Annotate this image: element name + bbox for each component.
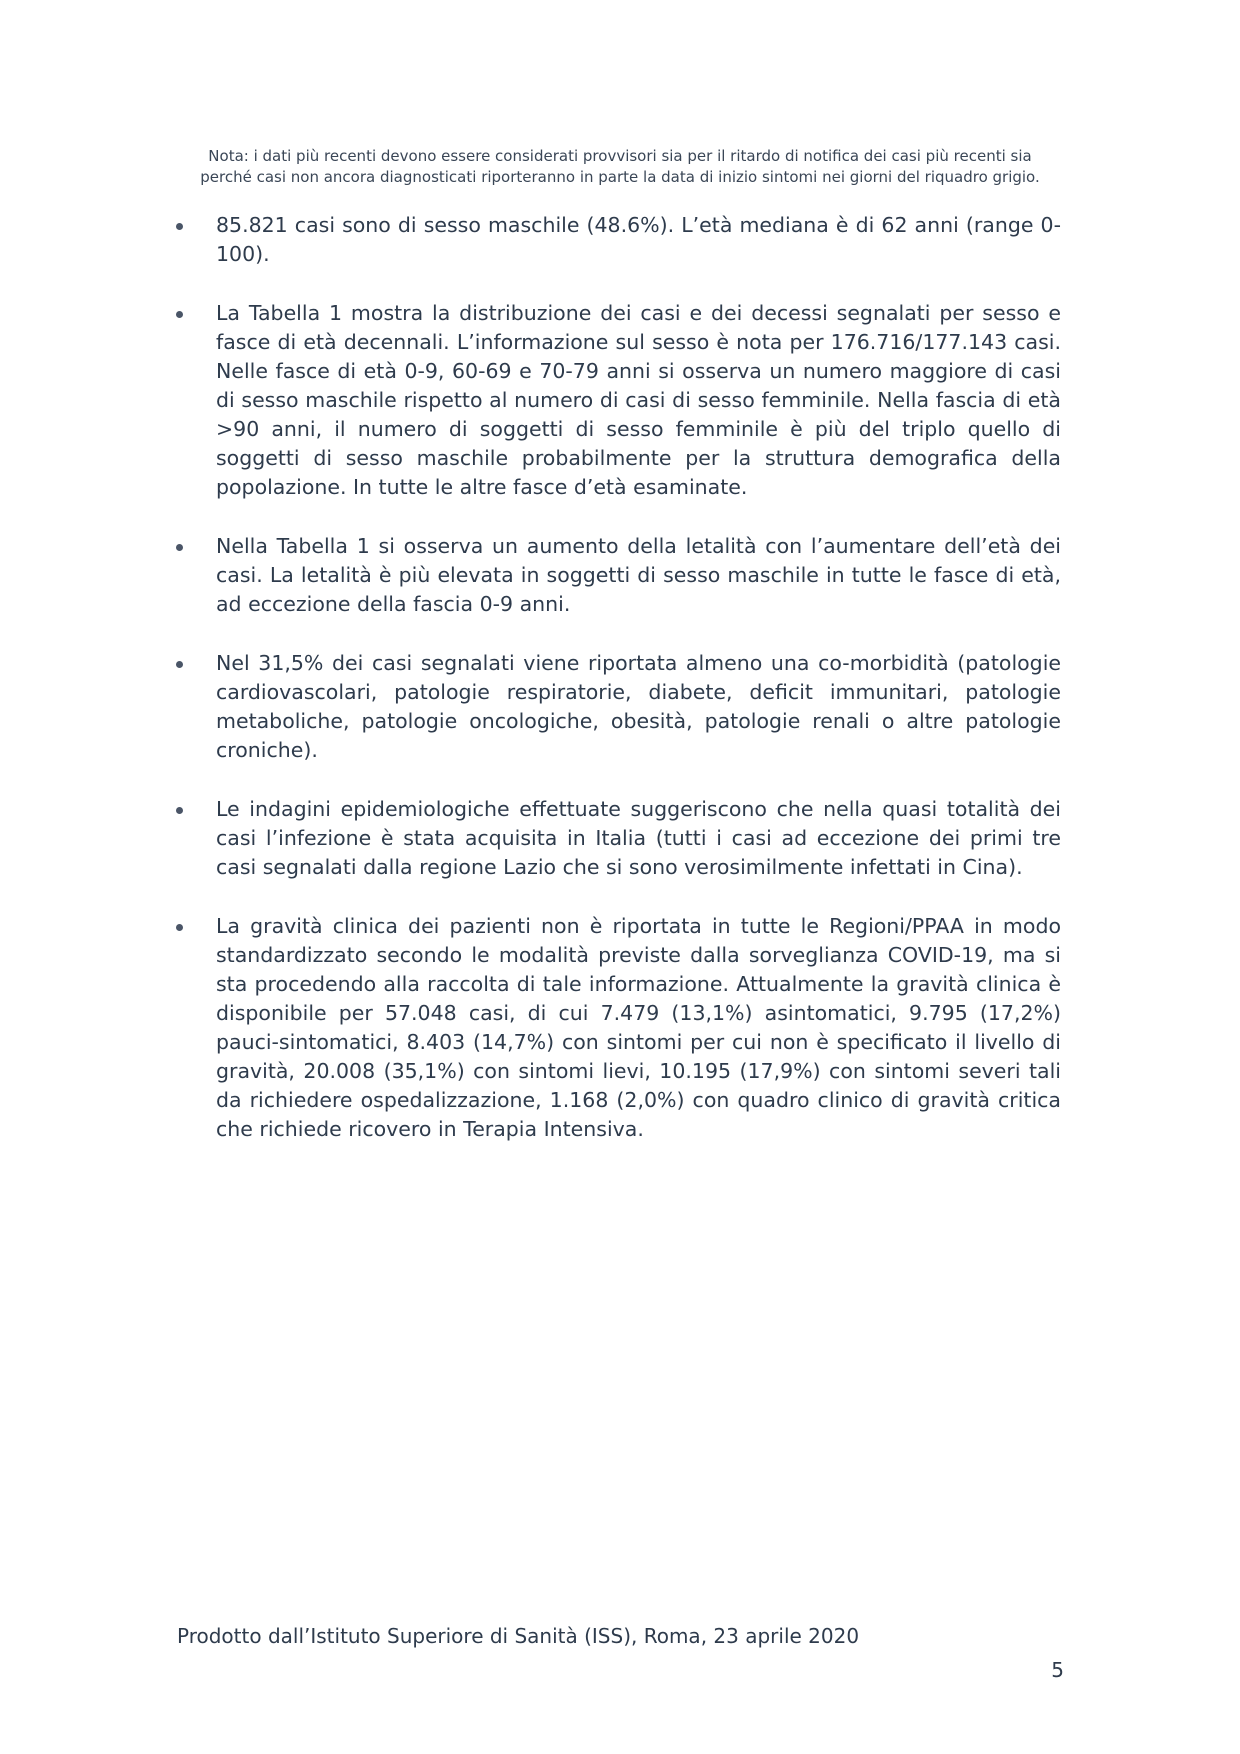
figure-note xyxy=(190,146,1050,188)
bullet-item-lethality xyxy=(173,532,1061,619)
note-line: Nota: i dati più recenti devono essere considerati provvisori sia per il ritardo di notifica dei casi più recenti sia xyxy=(208,147,1032,165)
bullet-dot-icon xyxy=(176,544,183,551)
bullet-text: La gravità clinica dei pazienti non è riportata in tutte le Regioni/PPAA in modo standardizzato secondo le modalità previste dalla sorveglianza COVID-19, ma si sta procedendo alla raccolta di tale informazione. Attualmente la gravità clinica è disponibile per 57.048 casi, di cui 7.479 (13,1%) asintomatici, 9.795 (17,2%) pauci-sintomatici, 8.403 (14,7%) con sintomi per cui non è specificato il livello di gravità, 20.008 (35,1%) con sintomi lievi, 10.195 (17,9%) con sintomi severi tali da richiedere ospedalizzazione, 1.168 (2,0%) con quadro clinico di gravità critica che richiede ricovero in Terapia Intensiva. xyxy=(216,914,1061,1141)
bullet-dot-icon xyxy=(176,661,183,668)
bullet-dot-icon xyxy=(176,807,183,814)
bullet-text: Nella Tabella 1 si osserva un aumento della letalità con l’aumentare dell’età dei casi. La letalità è più elevata in soggetti di sesso maschile in tutte le fasce di età, ad eccezione della fascia 0-9 anni. xyxy=(216,534,1061,616)
bullet-text: Le indagini epidemiologiche effettuate suggeriscono che nella quasi totalità dei casi l’infezione è stata acquisita in Italia (tutti i casi ad eccezione dei primi tre casi segnalati dalla regione Lazio che si sono verosimilmente infettati in Cina). xyxy=(216,797,1061,879)
bullet-item-comorbidity xyxy=(173,649,1061,765)
bullet-list xyxy=(173,211,1061,1174)
bullet-item-table-distribution xyxy=(173,299,1061,502)
bullet-item-clinical-severity xyxy=(173,912,1061,1144)
bullet-item-infection-origin xyxy=(173,795,1061,882)
footer-credit: Prodotto dall’Istituto Superiore di Sanità (ISS), Roma, 23 aprile 2020 xyxy=(177,1624,860,1648)
bullet-text: Nel 31,5% dei casi segnalati viene riportata almeno una co-morbidità (patologie cardiovascolari, patologie respiratorie, diabete, deficit immunitari, patologie metaboliche, patologie oncologiche, obesità, patologie renali o altre patologie croniche). xyxy=(216,651,1061,762)
bullet-item-sex-age xyxy=(173,211,1061,269)
bullet-dot-icon xyxy=(176,924,183,931)
note-line: perché casi non ancora diagnosticati riporteranno in parte la data di inizio sintomi nei giorni del riquadro grigio. xyxy=(200,168,1040,186)
bullet-dot-icon xyxy=(176,223,183,230)
page-number: 5 xyxy=(1051,1658,1064,1682)
bullet-dot-icon xyxy=(176,311,183,318)
bullet-text: La Tabella 1 mostra la distribuzione dei casi e dei decessi segnalati per sesso e fasce di età decennali. L’informazione sul sesso è nota per 176.716/177.143 casi. Nelle fasce di età 0-9, 60-69 e 70-79 anni si osserva un numero maggiore di casi di sesso maschile rispetto al numero di casi di sesso femminile. Nella fascia di età >90 anni, il numero di soggetti di sesso femminile è più del triplo quello di soggetti di sesso maschile probabilmente per la struttura demografica della popolazione. In tutte le altre fasce d’età esaminate. xyxy=(216,301,1061,499)
bullet-text: 85.821 casi sono di sesso maschile (48.6%). L’età mediana è di 62 anni (range 0-100). xyxy=(216,213,1061,266)
